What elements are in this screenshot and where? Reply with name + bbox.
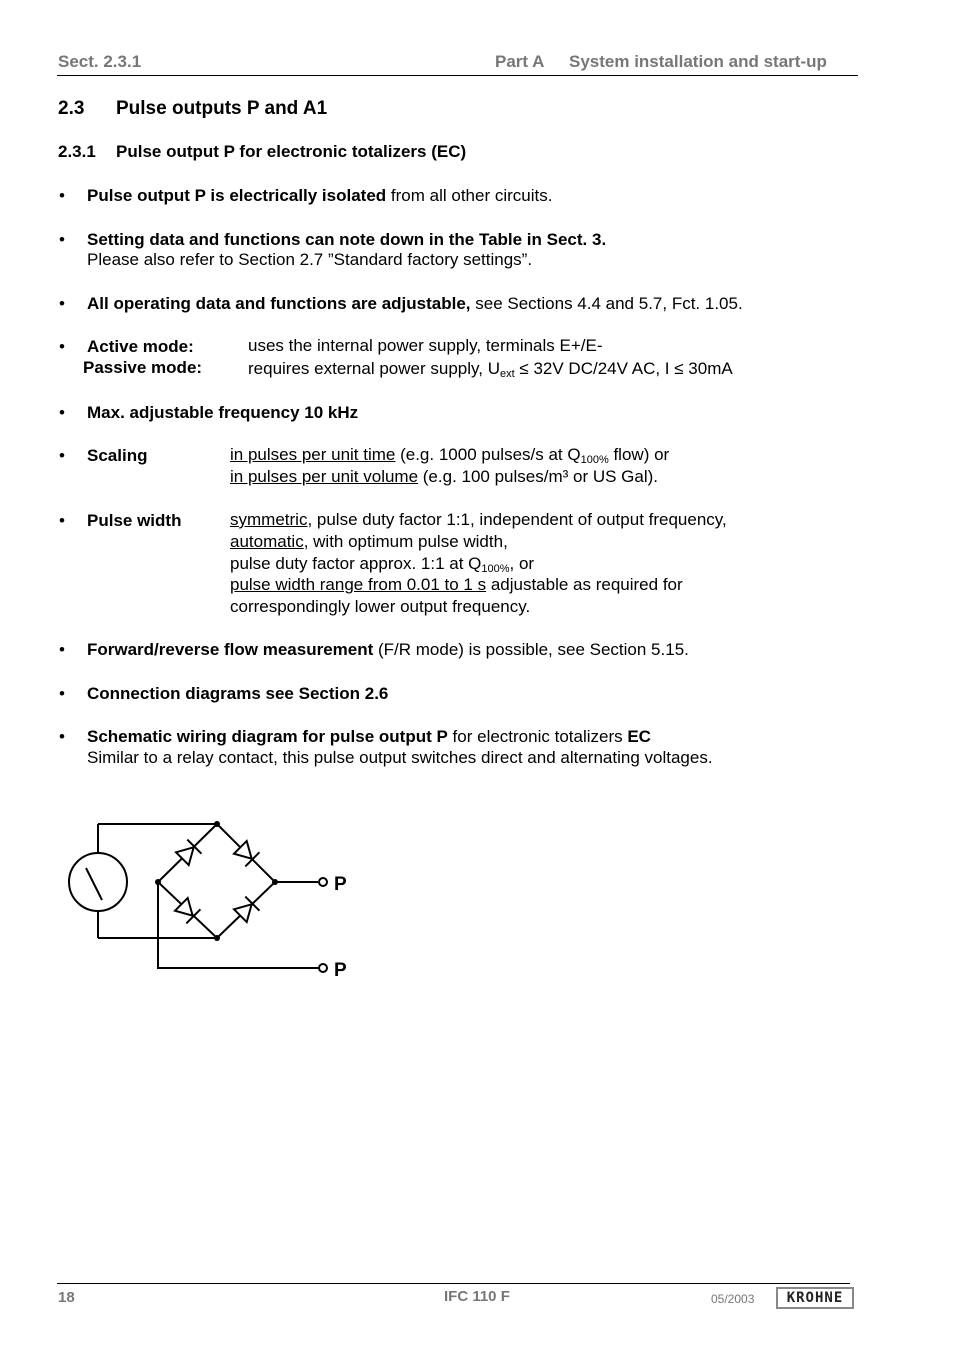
scaling-l1-a: (e.g. 1000 pulses/s at Q xyxy=(395,445,581,464)
bullet-dot: • xyxy=(59,640,65,659)
document-name: IFC 110 F xyxy=(444,1288,510,1305)
scaling-l2-underlined: in pulses per unit volume xyxy=(230,467,419,486)
setting-bold: Setting data and functions can note down in the Table in Sect. 3. xyxy=(87,230,607,249)
heading-title: Pulse outputs P and A1 xyxy=(116,98,328,119)
footer-rule xyxy=(57,1283,850,1284)
pw-l4-rest: adjustable as required for xyxy=(486,575,683,594)
isolated-rest: from all other circuits. xyxy=(386,186,553,205)
pw-line3 xyxy=(230,554,534,575)
bullet-dot: • xyxy=(59,294,65,313)
document-date: 05/2003 xyxy=(711,1292,755,1306)
schem-line2: Similar to a relay contact, this pulse output switches direct and alternating voltages. xyxy=(87,748,713,767)
fr-rest: (F/R mode) is possible, see Section 5.15. xyxy=(373,640,689,659)
bullet-dot: • xyxy=(59,403,65,422)
terminal-label-top: P xyxy=(334,874,347,895)
bullet-dot: • xyxy=(59,186,65,205)
setting-line2: Please also refer to Section 2.7 ”Standard factory settings”. xyxy=(87,250,533,269)
terminal-label-bottom: P xyxy=(334,960,347,981)
subheading-title: Pulse output P for electronic totalizers (EC) xyxy=(116,142,467,161)
bullet-dot: • xyxy=(59,511,65,530)
scaling-l1-underlined: in pulses per unit time xyxy=(230,445,396,464)
bullet-adjustable xyxy=(87,294,743,314)
active-label: Active mode: xyxy=(87,337,194,356)
pw-l4-underlined: pulse width range from 0.01 to 1 s xyxy=(230,575,487,594)
pw-line5: correspondingly lower output frequency. xyxy=(230,597,531,616)
scaling-label: Scaling xyxy=(87,446,148,465)
bullet-fr xyxy=(87,640,689,660)
pw-line2 xyxy=(230,532,508,552)
bullet-dot: • xyxy=(59,446,65,465)
passive-sub: ext xyxy=(499,368,515,380)
page-number: 18 xyxy=(58,1289,75,1306)
subheading-number: 2.3.1 xyxy=(58,142,96,161)
bullet-dot: • xyxy=(59,684,65,703)
schem-bold: Schematic wiring diagram for pulse output P xyxy=(87,727,448,746)
pw-l2-rest: , with optimum pulse width, xyxy=(303,532,508,551)
passive-text-a: requires external power supply, U xyxy=(248,359,500,378)
active-text: uses the internal power supply, terminals E+/E- xyxy=(248,336,603,355)
bullet-isolated xyxy=(87,186,552,206)
pw-line1 xyxy=(230,510,727,530)
adjustable-rest: see Sections 4.4 and 5.7, Fct. 1.05. xyxy=(470,294,743,313)
connection-diagrams: Connection diagrams see Section 2.6 xyxy=(87,684,389,703)
adjustable-bold: All operating data and functions are adjustable, xyxy=(87,294,471,313)
bullet-schematic xyxy=(87,727,651,747)
max-frequency: Max. adjustable frequency 10 kHz xyxy=(87,403,359,422)
passive-text-b: ≤ 32V DC/24V AC, I ≤ 30mA xyxy=(514,359,733,378)
pw-l3-b: , or xyxy=(509,554,535,573)
fr-bold: Forward/reverse flow measurement xyxy=(87,640,374,659)
pw-l1-rest: , pulse duty factor 1:1, independent of output frequency, xyxy=(307,510,727,529)
bullet-dot: • xyxy=(59,337,65,356)
krohne-logo: KROHNE xyxy=(776,1287,854,1309)
scaling-l1-sub: 100% xyxy=(580,454,609,466)
isolated-bold: Pulse output P is electrically isolated xyxy=(87,186,387,205)
scaling-l2-rest: (e.g. 100 pulses/m³ or US Gal). xyxy=(418,467,659,486)
header-part: Part A xyxy=(495,52,545,71)
pulse-width-label: Pulse width xyxy=(87,511,182,530)
scaling-line2 xyxy=(230,467,658,487)
header-section: Sect. 2.3.1 xyxy=(58,52,142,71)
pw-l3-a: pulse duty factor approx. 1:1 at Q xyxy=(230,554,482,573)
header-title: System installation and start-up xyxy=(569,52,827,71)
pw-l1-underlined: symmetric xyxy=(230,510,308,529)
bullet-dot: • xyxy=(59,727,65,746)
header-rule xyxy=(57,75,858,76)
scaling-l1-b: flow) or xyxy=(608,445,670,464)
heading-number: 2.3 xyxy=(58,98,85,119)
schem-mid: for electronic totalizers xyxy=(447,727,628,746)
pw-l2-underlined: automatic xyxy=(230,532,304,551)
schem-ec: EC xyxy=(627,727,651,746)
passive-text xyxy=(248,359,733,380)
wiring-diagram xyxy=(60,810,380,990)
passive-label: Passive mode: xyxy=(83,358,203,377)
bullet-dot: • xyxy=(59,230,65,249)
pw-l3-sub: 100% xyxy=(481,563,510,575)
pw-line4 xyxy=(230,575,683,595)
scaling-line1 xyxy=(230,445,669,466)
